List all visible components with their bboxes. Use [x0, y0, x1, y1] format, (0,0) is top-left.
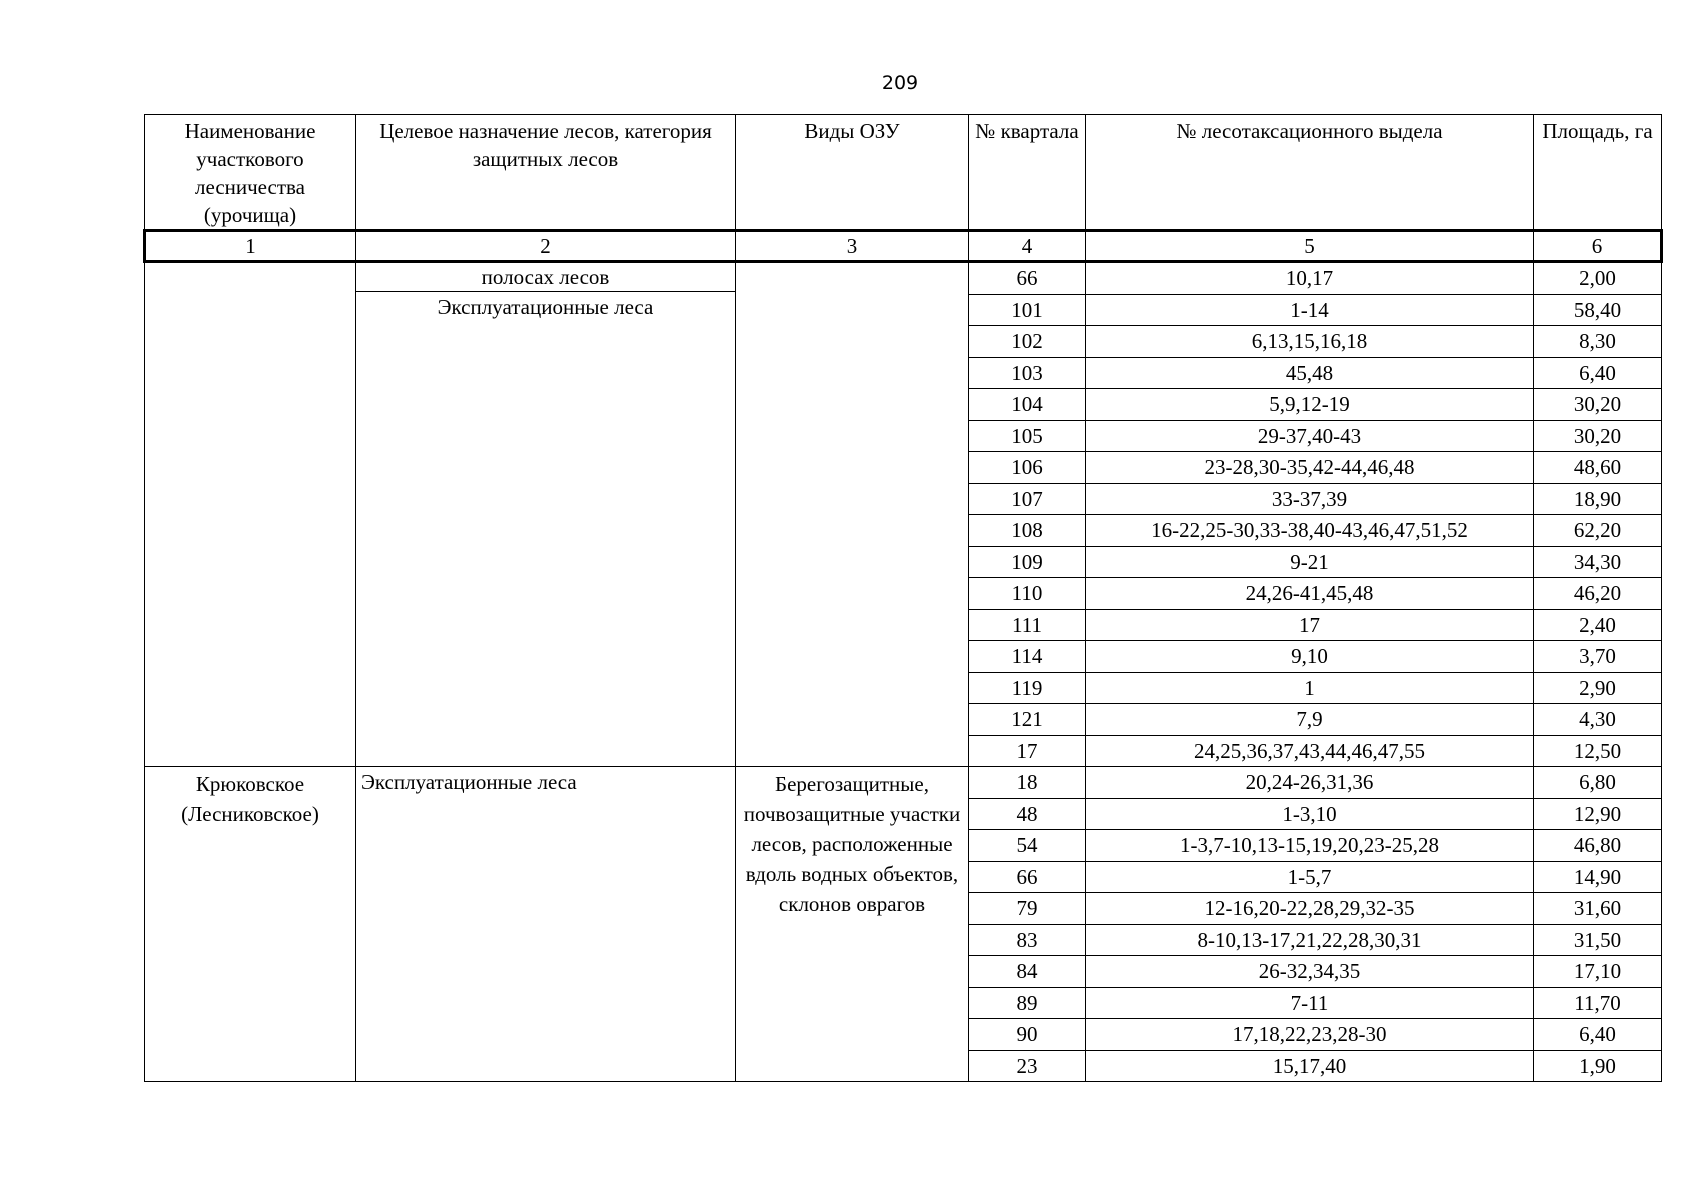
area-cell: 58,40	[1534, 294, 1662, 326]
header-kvartal: № квартала	[969, 115, 1086, 231]
kvartal-cell: 66	[969, 861, 1086, 893]
vydel-cell: 16-22,25-30,33-38,40-43,46,47,51,52	[1086, 515, 1534, 547]
area-cell: 2,40	[1534, 609, 1662, 641]
vydel-cell: 20,24-26,31,36	[1086, 767, 1534, 799]
vydel-cell: 6,13,15,16,18	[1086, 326, 1534, 358]
area-cell: 12,50	[1534, 735, 1662, 767]
header-purpose: Целевое назначение лесов, категория защитных лесов	[356, 115, 736, 231]
vydel-cell: 1-3,7-10,13-15,19,20,23-25,28	[1086, 830, 1534, 862]
kvartal-cell: 103	[969, 357, 1086, 389]
vydel-cell: 17,18,22,23,28-30	[1086, 1019, 1534, 1051]
area-cell: 31,50	[1534, 924, 1662, 956]
area-cell: 30,20	[1534, 420, 1662, 452]
vydel-cell: 15,17,40	[1086, 1050, 1534, 1082]
vydel-cell: 1-3,10	[1086, 798, 1534, 830]
kvartal-cell: 17	[969, 735, 1086, 767]
kvartal-cell: 18	[969, 767, 1086, 799]
kvartal-cell: 54	[969, 830, 1086, 862]
purpose-cell	[356, 262, 736, 767]
table-row	[145, 262, 1662, 295]
area-cell: 18,90	[1534, 483, 1662, 515]
area-cell: 31,60	[1534, 893, 1662, 925]
area-cell: 46,20	[1534, 578, 1662, 610]
column-number: 5	[1086, 231, 1534, 262]
area-cell: 1,90	[1534, 1050, 1662, 1082]
forestry-name-cell	[145, 262, 356, 767]
vydel-cell: 23-28,30-35,42-44,46,48	[1086, 452, 1534, 484]
kvartal-cell: 102	[969, 326, 1086, 358]
area-cell: 3,70	[1534, 641, 1662, 673]
table-row	[145, 767, 1662, 799]
area-cell: 12,90	[1534, 798, 1662, 830]
area-cell: 17,10	[1534, 956, 1662, 988]
vydel-cell: 17	[1086, 609, 1534, 641]
vydel-cell: 29-37,40-43	[1086, 420, 1534, 452]
kvartal-cell: 101	[969, 294, 1086, 326]
column-number: 3	[736, 231, 969, 262]
vydel-cell: 24,26-41,45,48	[1086, 578, 1534, 610]
area-cell: 62,20	[1534, 515, 1662, 547]
vydel-cell: 45,48	[1086, 357, 1534, 389]
kvartal-cell: 66	[969, 262, 1086, 295]
kvartal-cell: 79	[969, 893, 1086, 925]
kvartal-cell: 23	[969, 1050, 1086, 1082]
kvartal-cell: 108	[969, 515, 1086, 547]
vydel-cell: 9,10	[1086, 641, 1534, 673]
kvartal-cell: 119	[969, 672, 1086, 704]
kvartal-cell: 114	[969, 641, 1086, 673]
purpose-continuation: полосах лесов	[356, 263, 735, 292]
kvartal-cell: 109	[969, 546, 1086, 578]
area-cell: 48,60	[1534, 452, 1662, 484]
column-number: 6	[1534, 231, 1662, 262]
column-number: 1	[145, 231, 356, 262]
area-cell: 2,90	[1534, 672, 1662, 704]
area-cell: 8,30	[1534, 326, 1662, 358]
vydel-cell: 1-5,7	[1086, 861, 1534, 893]
kvartal-cell: 111	[969, 609, 1086, 641]
table-header-row	[145, 115, 1662, 231]
area-cell: 6,40	[1534, 1019, 1662, 1051]
area-cell: 6,80	[1534, 767, 1662, 799]
kvartal-cell: 107	[969, 483, 1086, 515]
area-cell: 2,00	[1534, 262, 1662, 295]
kvartal-cell: 110	[969, 578, 1086, 610]
kvartal-cell: 48	[969, 798, 1086, 830]
vydel-cell: 8-10,13-17,21,22,28,30,31	[1086, 924, 1534, 956]
area-cell: 4,30	[1534, 704, 1662, 736]
area-cell: 46,80	[1534, 830, 1662, 862]
kvartal-cell: 104	[969, 389, 1086, 421]
vydel-cell: 5,9,12-19	[1086, 389, 1534, 421]
kvartal-cell: 90	[969, 1019, 1086, 1051]
area-cell: 11,70	[1534, 987, 1662, 1019]
header-vydel: № лесотаксационного выдела	[1086, 115, 1534, 231]
kvartal-cell: 83	[969, 924, 1086, 956]
vydel-cell: 7,9	[1086, 704, 1534, 736]
purpose-label: Эксплуатационные леса	[437, 295, 654, 319]
kvartal-cell: 84	[969, 956, 1086, 988]
kvartal-cell: 105	[969, 420, 1086, 452]
column-number: 2	[356, 231, 736, 262]
header-area: Площадь, га	[1534, 115, 1662, 231]
forestry-name-cell: Крюковское (Лесниковское)	[145, 767, 356, 1082]
column-number: 4	[969, 231, 1086, 262]
kvartal-cell: 121	[969, 704, 1086, 736]
area-cell: 14,90	[1534, 861, 1662, 893]
vydel-cell: 33-37,39	[1086, 483, 1534, 515]
purpose-cell: Эксплуатационные леса	[356, 767, 736, 1082]
ozu-cell: Берегозащитные, почвозащитные участки лесов, расположенные вдоль водных объектов, склонов оврагов	[736, 767, 969, 1082]
header-name: Наименование участкового лесничества (урочища)	[145, 115, 356, 231]
vydel-cell: 10,17	[1086, 262, 1534, 295]
vydel-cell: 1-14	[1086, 294, 1534, 326]
vydel-cell: 1	[1086, 672, 1534, 704]
ozu-cell	[736, 262, 969, 767]
table-body	[145, 262, 1662, 1082]
area-cell: 6,40	[1534, 357, 1662, 389]
vydel-cell: 24,25,36,37,43,44,46,47,55	[1086, 735, 1534, 767]
area-cell: 34,30	[1534, 546, 1662, 578]
column-number-row	[145, 231, 1662, 262]
kvartal-cell: 89	[969, 987, 1086, 1019]
header-ozu: Виды ОЗУ	[736, 115, 969, 231]
forest-table	[143, 114, 1663, 1082]
vydel-cell: 9-21	[1086, 546, 1534, 578]
kvartal-cell: 106	[969, 452, 1086, 484]
area-cell: 30,20	[1534, 389, 1662, 421]
vydel-cell: 26-32,34,35	[1086, 956, 1534, 988]
vydel-cell: 7-11	[1086, 987, 1534, 1019]
vydel-cell: 12-16,20-22,28,29,32-35	[1086, 893, 1534, 925]
page-number: 209	[881, 72, 919, 94]
